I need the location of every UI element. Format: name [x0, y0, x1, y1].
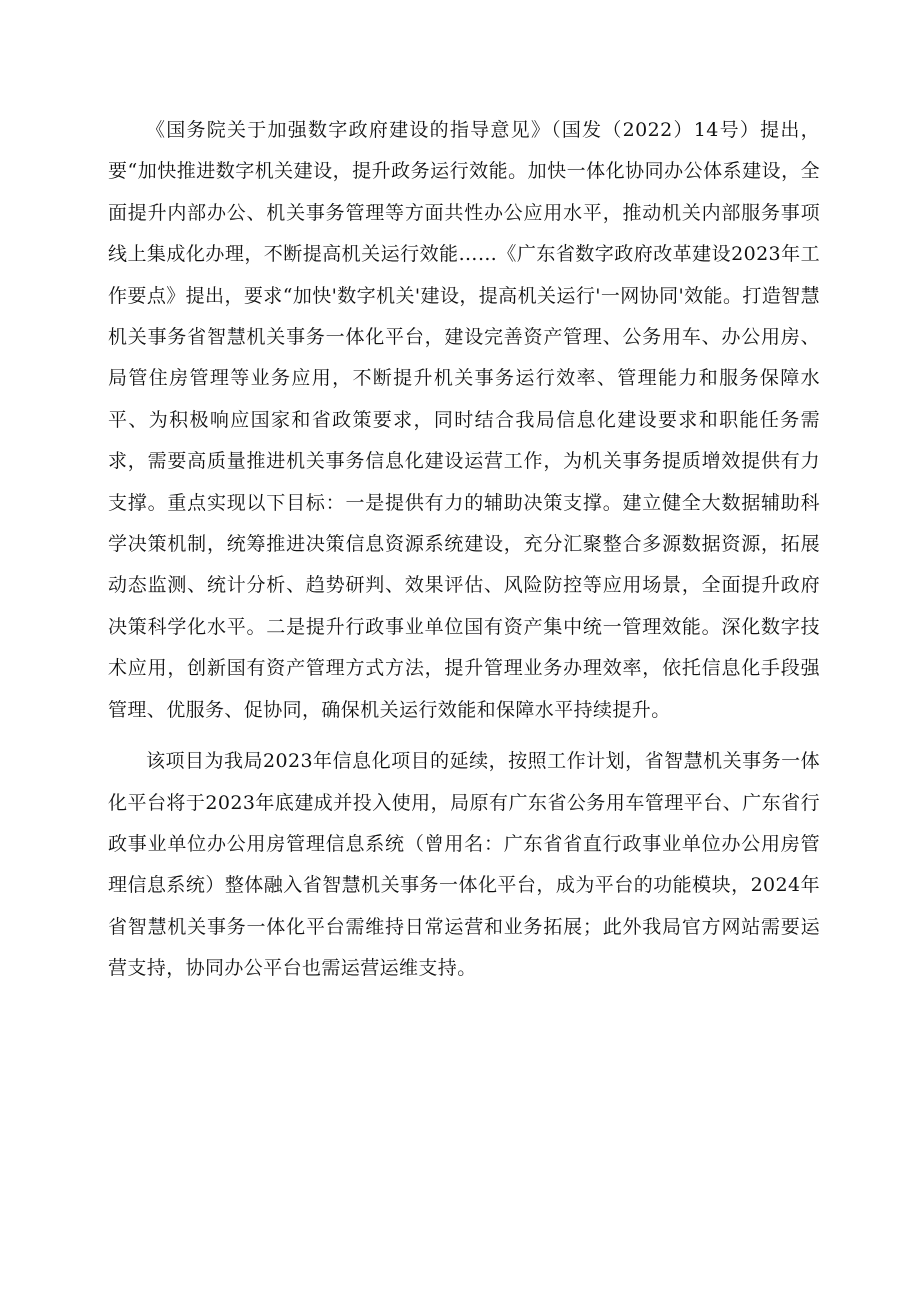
- paragraph-project-continuation: 该项目为我局2023年信息化项目的延续，按照工作计划，省智慧机关事务一体化平台将于2023年底建成并投入使用，局原有广东省公务用车管理平台、广东省行政事业单位办公用房管理信息系统（曾用名：广东省省直行政事业单位办公用房管理信息系统）整体融入省智慧机关事务一体化平台，成为平台的功能模块，2024年省智慧机关事务一体化平台需维持日常运营和业务拓展；此外我局官方网站需要运营支持，协同办公平台也需运营运维支持。: [108, 750, 820, 980]
- document-page: [108, 110, 820, 990]
- paragraph-policy-background: 《国务院关于加强数字政府建设的指导意见》（国发（2022）14号）提出，要“加快推进数字机关建设，提升政务运行效能。加快一体化协同办公体系建设，全面提升内部办公、机关事务管理等方面共性办公应用水平，推动机关内部服务事项线上集成化办理，不断提高机关运行效能……《广东省数字政府改革建设2023年工作要点》提出，要求“加快'数字机关'建设，提高机关运行'一网协同'效能。打造智慧机关事务省智慧机关事务一体化平台，建设完善资产管理、公务用车、办公用房、局管住房管理等业务应用，不断提升机关事务运行效率、管理能力和服务保障水平、为积极响应国家和省政策要求，同时结合我局信息化建设要求和职能任务需求，需要高质量推进机关事务信息化建设运营工作，为机关事务提质增效提供有力支撑。重点实现以下目标：一是提供有力的辅助决策支撑。建立健全大数据辅助科学决策机制，统筹推进决策信息资源系统建设，充分汇聚整合多源数据资源，拓展动态监测、统计分析、趋势研判、效果评估、风险防控等应用场景，全面提升政府决策科学化水平。二是提升行政事业单位国有资产集中统一管理效能。深化数字技术应用，创新国有资产管理方式方法，提升管理业务办理效率，依托信息化手段强管理、优服务、促协同，确保机关运行效能和保障水平持续提升。: [108, 119, 820, 721]
